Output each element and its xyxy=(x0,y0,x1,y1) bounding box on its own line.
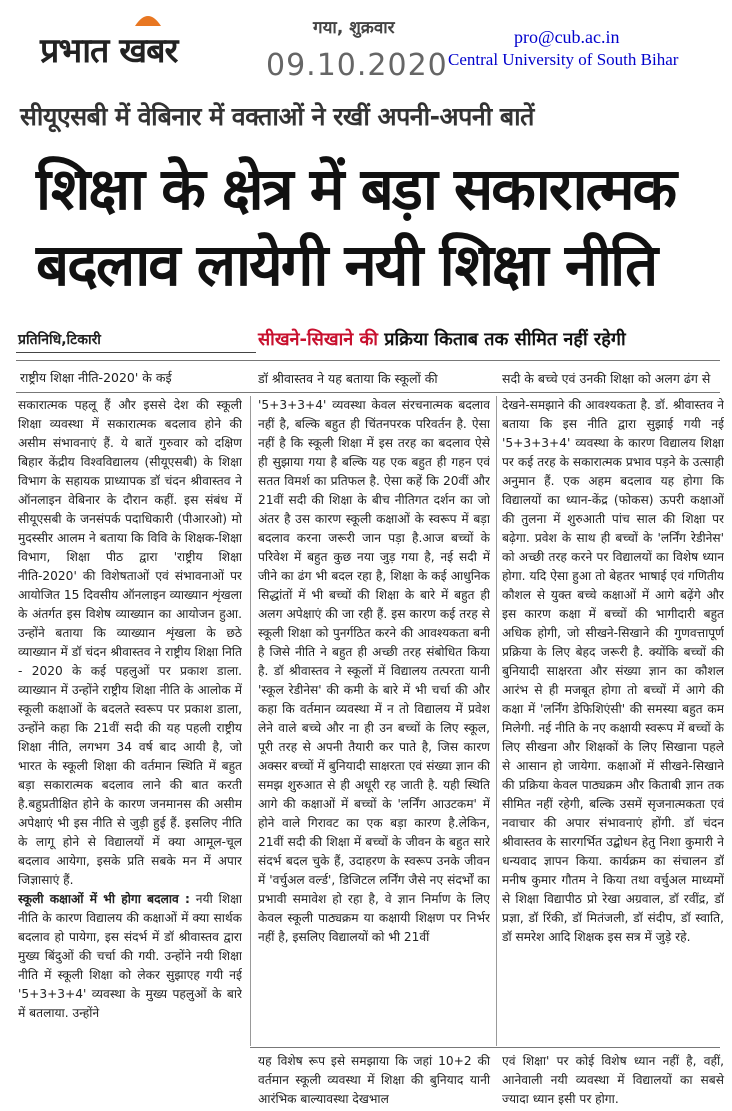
subheadline-rest: प्रक्रिया किताब तक सीमित नहीं रहेगी xyxy=(377,329,626,350)
article-overline: सीयूएसबी में वेबिनार में वक्ताओं ने रखीं अपनी-अपनी बातें xyxy=(20,102,534,131)
article-column-3 xyxy=(502,396,724,1044)
subheadline xyxy=(258,327,626,351)
column-2-text: '5+3+3+4' व्यवस्था केवल संरचनात्मक बदलाव नहीं है, बल्कि बहुत ही चिंतनपरक परिवर्तन है. ऐसा नहीं है कि स्कूली शिक्षा में इस तरह का बदलाव ऐसे ही सुझाया गया है बल्कि यह एक बहुत ही गहन एवं सतत विमर्श का प्रतिफल है. ऐसा कहें कि 20वीं और 21वीं सदी की शिक्षा के बीच नीतिगत दर्शन का जो अंतर है उस कारण स्कूली कक्षाओं के स्वरूप में बड़ा बदलाव करना जरूरी जान पड़ा है.आज बच्चों के परिवेश में बहुत कुछ नया जुड़ गया है, नई सदी में जीने का ढंग भी बदल रहा है, शिक्षा के कई आधुनिक सिद्धांतों में भी बच्चों की शिक्षा के बारे में बहुत ही अलग अपेक्षाएं की जा रही हैं. इस कारण कई तरह से स्कूली शिक्षा को पुनर्गठित करने की आवश्यकता बनी है जिसे नीति ने बहुत ही अच्छी तरह संबोधित किया है. डॉ श्रीवास्तव ने स्कूलों में विद्यालय तत्परता यानी 'स्कूल रेडीनेस' की कमी के बारे में भी चर्चा की और कहा कि वर्तमान व्यवस्था में न तो विद्यालय में प्रवेश लेने वाले बच्चे और ना ही उन बच्चों के लिए स्कूल, पूरी तरह से अपनी तैयारी कर पाते है, जिस कारण अक्सर बच्चों में बुनियादी साक्षरता एवं संख्या ज्ञान की समझ शुरुआत से ही अधूरी रह जाती है. यही स्थिति आगे की कक्षाओं में बच्चों के 'लर्निंग आउटकम' में होने वाले गिरावट का एक बड़ा कारण है.लेकिन, 21वीं सदी की शिक्षा में बच्चों के जीवन के बहुत सारे संदर्भ बदल चुके हैं, उदाहरण के स्वरूप उनके जीवन में 'वर्चुअल वर्ल्ड', डिजिटल लर्निंग जैसे नए संदर्भों का प्रभावी समावेश हो रहा है, वे ज्ञान निर्माण के लिए केवल स्कूली पाठ्यक्रम या कक्षायी शिक्षण पर निर्भर नहीं है, इसलिए विद्यालयों को भी 21वीं xyxy=(258,398,490,944)
column-1-text-2: नयी शिक्षा नीति के कारण विद्यालय की कक्षाओं में क्या सार्थक बदलाव हो पायेगा, इस संदर्भ में डॉ श्रीवास्तव द्वारा मुख्य बिंदुओं की चर्चा की गयी. उन्होंने नयी शिक्षा नीति में स्कूली शिक्षा को लेकर सुझाएह गयी नई '5+3+3+4' व्यवस्था के मुख्य पहलुओं के बारे में बतलाया. उन्होंने xyxy=(18,892,242,1020)
newspaper-logo: प्रभात खबर xyxy=(40,31,178,71)
headline-line-1: शिक्षा के क्षेत्र में बड़ा सकारात्मक xyxy=(36,155,676,223)
publication-date: 09.10.2020 xyxy=(266,48,448,83)
university-name: Central University of South Bihar xyxy=(448,50,679,69)
column-3-text: देखने-समझाने की आवश्यकता है. डॉ. श्रीवास्तव ने बताया कि इस नीति द्वारा सुझाई गयी नई '5+3+3+4' व्यवस्था के कारण विद्यालय शिक्षा पर कई तरह के सकारात्मक प्रभाव पड़ने के उत्साही अनुमान हैं. एक अहम बदलाव यह होगा कि विद्यालयों का ध्यान-केंद्र (फोकस) ऊपरी कक्षाओं की तुलना में शुरुआती पांच साल की शिक्षा पर बढ़ेगा. प्रवेश के साथ ही बच्चों के 'लर्निंग रेडीनेस' को अच्छी तरह करने पर विद्यालयों का विशेष ध्यान होगा. यदि ऐसा हुआ तो बेहतर भाषाई एवं गणितीय कौशल से युक्त बच्चे कक्षाओं में आगे बढ़ेंगे और इस कारण कक्षा में बच्चों की भागीदारी बहुत अधिक होगी, जो सीखने-सिखाने की गुणवत्तापूर्ण प्रक्रिया के लिए बेहद जरूरी है. क्योंकि बच्चों की बुनियादी साक्षरता और संख्या ज्ञान का कौशल आरंभ से ही मजबूत होगा तो बच्चों में आगे की कक्षा में 'लर्निंग डेफिशिएंसी' की समस्या बहुत कम मिलेगी. नई नीति के नए कक्षायी स्वरूप में बच्चों के लिए सीखना और शिक्षकों के लिए सिखाना पहले से आसान हो जायेगा. कक्षाओं में सीखने-सिखाने की प्रक्रिया केवल पाठ्यक्रम और किताबी ज्ञान तक सीमित नहीं रहेगी, बल्कि उसमें सृजनात्मकता एवं नवाचार की अपार संभावनाएं होंगी. डॉ चंदन श्रीवास्तव के सारगर्भित उद्बोधन हेतु निशा कुमारी ने धन्यवाद ज्ञापन किया. कार्यक्रम का संचालन डॉ मनीष कुमार गौतम ने किया तथा वर्चुअल माध्यमों से शिक्षा विद्यापीठ प्रो रेखा अग्रवाल, डॉ रवींद्र, डॉ प्रज्ञा, डॉ रिंकी, डॉ मितंजली, डॉ संदीप, डॉ स्वाति, डॉ समरेश आदि शिक्षक इस सत्र में जुड़े रहे. xyxy=(502,398,724,944)
column-1-subheading: स्कूली कक्षाओं में भी होगा बदलाव : xyxy=(18,892,190,906)
edition-city-day: गया, शुक्रवार xyxy=(313,18,395,38)
section-divider xyxy=(16,360,720,361)
intro-line: राष्ट्रीय शिक्षा नीति-2020' के कई xyxy=(20,370,172,385)
article-column-2 xyxy=(258,396,490,1044)
column-2-top: डॉ श्रीवास्तव ने यह बताया कि स्कूलों की xyxy=(258,371,438,386)
bottom-text-1: यह विशेष रूप इसे समझाया कि जहां 10+2 की वर्तमान स्कूली व्यवस्था में शिक्षा की बुनियाद यानी आरंभिक बाल्यावस्था देखभाल xyxy=(258,1054,490,1106)
contact-email: pro@cub.ac.in xyxy=(514,27,620,47)
column-separator-1 xyxy=(250,396,251,1046)
article-column-1 xyxy=(18,396,242,1046)
column-3-top: सदी के बच्चे एवं उनकी शिक्षा को अलग ढंग से xyxy=(502,371,711,386)
bottom-divider xyxy=(250,1047,720,1048)
subheadline-highlight: सीखने-सिखाने की xyxy=(258,329,378,350)
masthead xyxy=(0,0,732,95)
bottom-text-2: एवं शिक्षा' पर कोई विशेष ध्यान नहीं है, वहीं, आनेवाली नयी व्यवस्था में विद्यालयों का सबसे ज्यादा ध्यान इसी पर होगा. xyxy=(502,1054,724,1106)
headline-line-2: बदलाव लायेगी नयी शिक्षा नीति xyxy=(36,231,657,299)
byline: प्रतिनिधि,टिकारी xyxy=(18,332,101,348)
column-separator-2 xyxy=(496,396,497,1046)
sun-logo-icon xyxy=(133,12,163,26)
byline-rule xyxy=(16,352,256,353)
column-1-text: सकारात्मक पहलू हैं और इससे देश की स्कूली शिक्षा व्यवस्था में सकारात्मक बदलाव होने की असीम संभावनाएं हैं. ये बातें गुरुवार को दक्षिण बिहार केंद्रीय विश्वविद्यालय (सीयूएसबी) के शिक्षा विभाग के सहायक प्राध्यापक डॉ चंदन श्रीवास्तव ने ऑनलाइन वेबिनार के दौरान कहीं. इस संबंध में सीयूएसबी के जनसंपर्क पदाधिकारी (पीआरओ) मो मुदस्सीर आलम ने बताया कि विवि के शिक्षक-शिक्षा विभाग, शिक्षा पीठ द्वारा 'राष्ट्रीय शिक्षा नीति-2020' की विशेषताओं एवं संभावनाओं पर आयोजित 15 दिवसीय ऑनलाइन व्याख्यान शृंखला के अंतर्गत इस विशेष व्याख्यान का आयोजन हुआ. उन्होंने बताया कि व्याख्यान शृंखला के छठे व्याख्यान में डॉ चंदन श्रीवास्तव ने राष्ट्रीय शिक्षा निति - 2020 के कई पहलुओं पर प्रकाश डाला. व्याख्यान में उन्होंने राष्ट्रीय शिक्षा नीति के आलोक में स्कूली कक्षाओं के बदलते स्वरूप पर प्रकाश डाला, उन्होंने कहा कि 21वीं सदी की यह पहली राष्ट्रीय शिक्षा नीति, लगभग 34 वर्ष बाद आयी है, जो भारत के स्कूली शिक्षा की वर्तमान स्थिति में बहुत बड़ा सकारात्मक बदलाव लाने की बात करती है.बहुप्रतीक्षित होने के कारण जनमानस की असीम अपेक्षाएं भी इस नीति से जुड़ी हुई हैं. इसलिए नीति के लागू होने से विद्यालयों में क्या आमूल-चूल बदलाव आयेगा, इसके प्रति सबके मन में अपार जिज्ञासाएं हैं. xyxy=(18,398,242,887)
column-divider-horizontal xyxy=(16,392,720,393)
